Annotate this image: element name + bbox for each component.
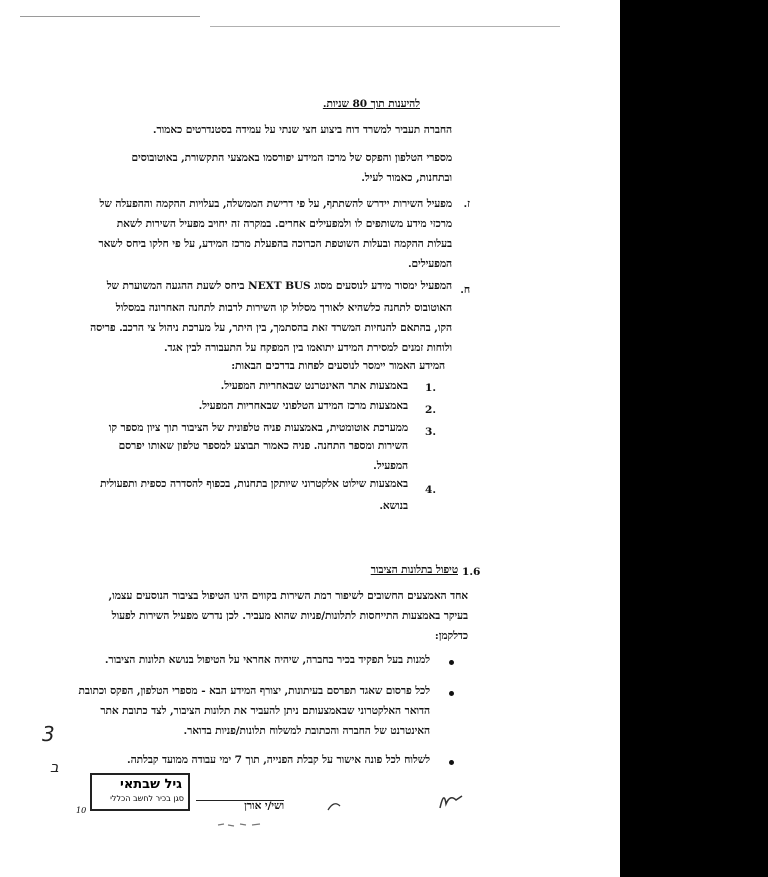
sub-item-line: השירות ומספר התחנה. פניה כאמור תבוצע למספר טלפון שאותו יפרסם xyxy=(118,440,408,452)
item-line: הקו, בהתאם להנחיות המשרד זאת בהסתמך, בין היתר, על מערכת ניהול צי הרכב. פריסה xyxy=(90,322,452,334)
intro-line: החברה תעביר למשרד דוח ביצוע חצי שנתי על עמידה בסטנדרטים כאמור. xyxy=(152,124,452,136)
sub-item-line: באמצעות אתר האינטרנט שבאחריות המפעיל. xyxy=(220,380,408,392)
bullet-line: למנות בעל תפקיד בכיר בחברה, שיהיה אחראי על הטיפול בנושא תלונות הציבור. xyxy=(104,654,430,666)
item-line: ולוחות זמנים למסירת המידע יתואמו בין המפקח על התעבורה לבין אגד. xyxy=(163,342,452,354)
bullet-line: לכל פרסום שאגד תפרסם בעיתונות, יצורף המידע הבא - מספרי הטלפון, הפקס וכתובת xyxy=(78,685,430,697)
item-line: האוטובוס לתחנה כלשהיא לאורך מסלול קו השירות לרבות לתחנה האחרונה במסלול xyxy=(115,302,452,314)
sub-item-number: 3. xyxy=(425,426,437,438)
signer-name: ושי/י אורן xyxy=(244,800,284,812)
item-marker: ח. xyxy=(460,284,470,296)
sub-intro: המידע האמור יימסר לנוסעים לפחות בדרכים הבאות: xyxy=(231,360,445,372)
sub-item-line: באמצעות מרכז המידע הטלפוני שבאחריות המפעיל. xyxy=(198,400,408,412)
sub-item-line: באמצעות שילוט אלקטרוני שיותקן בתחנות, בכפוף להסדרה כספית ותפעולית xyxy=(100,478,408,490)
section-intro-line: כדלקמן: xyxy=(434,630,468,642)
item-marker: ז. xyxy=(463,198,470,210)
item-line: המפעיל ימסור מידע לנוסעים מסוג NEXT BUS ביחס לשעת ההגעה המשוערת של xyxy=(106,280,452,292)
heading: להיענות תוך 80 שניות. xyxy=(322,98,420,110)
intro-line: מספרי הטלפון והפקס של מרכז המידע יפורסמו באמצעי התקשורת, באוטובוסים xyxy=(131,152,452,164)
section-title: טיפול בתלונות הציבור xyxy=(370,564,458,576)
signature-scribble-right xyxy=(436,786,476,816)
stamp-name: גיל שבתאי xyxy=(120,777,182,792)
sub-item-number: 2. xyxy=(425,404,437,416)
intro-line: ובתחנות, כאמור לעיל. xyxy=(361,172,452,184)
signature-dots xyxy=(216,820,276,830)
scan-edge-line xyxy=(210,26,560,27)
stamp-role: סגן בכיר לחשב הכללי xyxy=(110,794,184,803)
page-number: 10 xyxy=(76,806,87,815)
section-number: 1.6 xyxy=(462,566,481,578)
sub-item-number: 1. xyxy=(425,382,437,394)
handwritten-mark: 3 xyxy=(42,722,55,746)
section-intro-line: בעיקר באמצעות התייחסות לתלונות/פניות שהוא מעביר. לכן נדרש מפעיל השירות לפעול xyxy=(111,610,468,622)
approval-stamp xyxy=(90,773,190,811)
item-line: המפעילים. xyxy=(407,258,452,270)
item-line: מפעיל השירות יידרש להשתתף, על פי דרישת הממשלה, בעלויות ההקמה וההפעלה של xyxy=(99,198,452,210)
bullet-line: האינטרנט של החברה והכתובת למשלוח תלונות/פניות בדואר. xyxy=(183,725,430,737)
section-intro-line: אחד האמצעים החשובים לשיפור רמת השירות בקווים הינו הטיפול בציבור הנוסעים עצמו, xyxy=(108,590,468,602)
bullet-line: הדואר האלקטרוני שבאמצעותם ניתן להעביר את תלונות הציבור, לצד כתובת אתר xyxy=(100,705,430,717)
bullet-dot xyxy=(449,660,454,665)
sub-item-number: 4. xyxy=(425,484,437,496)
bullet-dot xyxy=(449,691,454,696)
handwritten-mark: ב xyxy=(50,758,59,776)
item-line: מרכזי מידע משותפים לו ולמפעילים אחרים. במקרה זה יחויב מפעיל השירות לשאת xyxy=(116,218,452,230)
scan-edge-line xyxy=(20,16,200,17)
bullet-line: לשלוח לכל פונה אישור על קבלת הפנייה, תוך 7 ימי עבודה ממועד קבלתה. xyxy=(127,754,430,766)
sub-item-line: ממערכת אוטומטית, באמצעות פניה טלפונית של הציבור תוך ציון מספר קו xyxy=(108,422,408,434)
sub-item-line: המפעיל. xyxy=(373,460,408,472)
item-line: בעלות ההקמה ובעלות השוטפת הכרוכה בהפעלת מרכז המידע, על פי חלקו ביחס לשאר xyxy=(98,238,452,250)
sub-item-line: בנושא. xyxy=(379,500,408,512)
bullet-dot xyxy=(449,760,454,765)
signature-scribble-mid xyxy=(324,796,354,816)
